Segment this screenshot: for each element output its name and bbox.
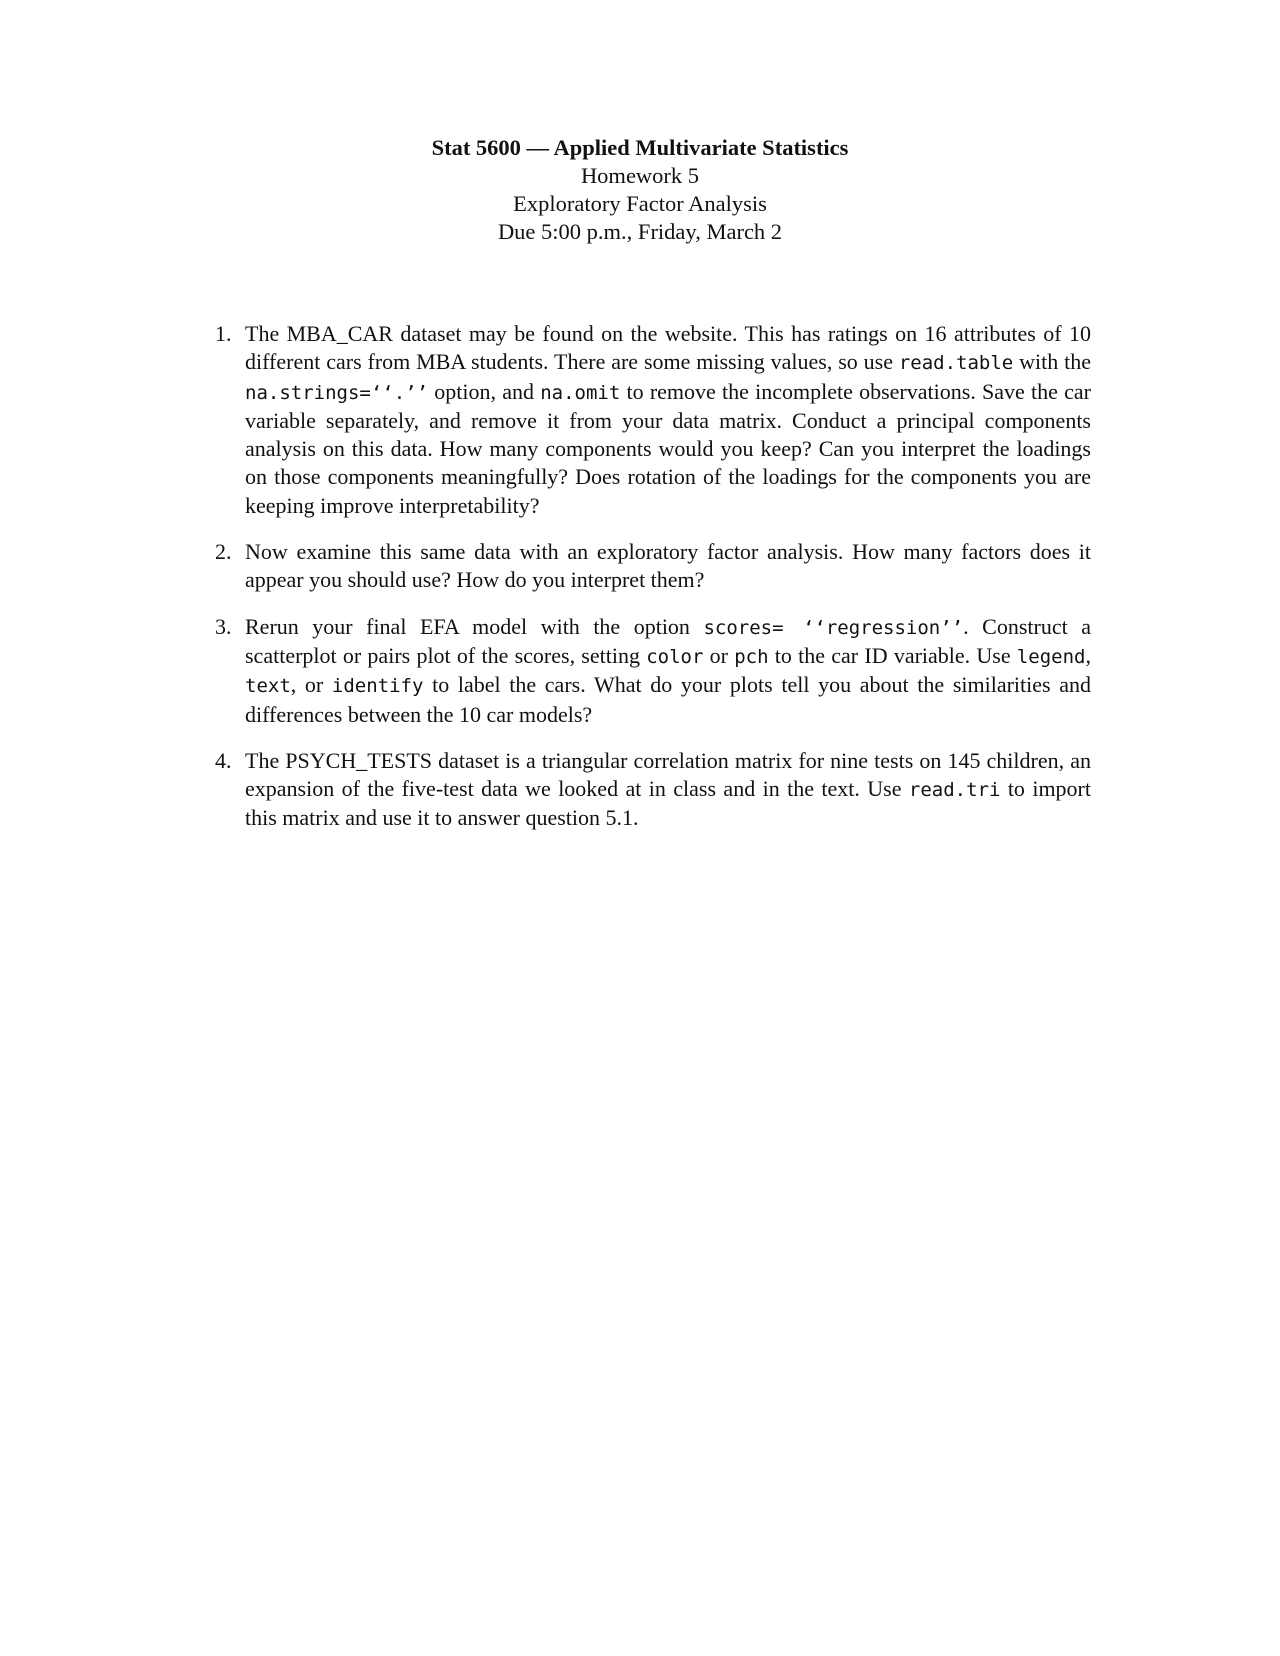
text-segment: . Construct a scatterplot or pairs plot of the scores, setting bbox=[245, 613, 1091, 668]
text-segment: to remove the incomplete observations. Save the car variable separately, and remove it from your data matrix. Conduct a principal components analysis on this data. How many components would you keep? Can you interpret the loadings on those components meaningfully? Does rotation of the loadings for the components you are keeping improve interpretability? bbox=[245, 378, 1091, 518]
code-legend: legend bbox=[1016, 645, 1086, 668]
text-segment: to label the cars. What do your plots tell you about the similarities and differences between the 10 car models? bbox=[245, 672, 1091, 727]
question-4 bbox=[215, 747, 1091, 833]
text-segment: or bbox=[703, 642, 735, 668]
question-number: 3. bbox=[215, 613, 232, 639]
text-segment: to import this matrix and use it to answer question 5.1. bbox=[245, 776, 1092, 831]
question-2 bbox=[215, 538, 1091, 595]
code-pch: pch bbox=[734, 645, 769, 668]
question-3 bbox=[215, 613, 1091, 729]
text-segment: option, and bbox=[428, 378, 541, 404]
code-identify: identify bbox=[331, 675, 424, 698]
text-segment: Now examine this same data with an exploratory factor analysis. How many factors does it appear you should use? How do you interpret them? bbox=[245, 539, 1091, 593]
homework-topic: Exploratory Factor Analysis bbox=[513, 191, 767, 216]
homework-label: Homework 5 bbox=[580, 163, 700, 188]
code-read-tri: read.tri bbox=[908, 779, 1001, 802]
code-na-strings: na.strings=‘‘.’’ bbox=[245, 381, 429, 404]
question-1 bbox=[215, 320, 1091, 520]
code-color: color bbox=[646, 645, 704, 668]
text-segment: with the bbox=[1013, 349, 1092, 375]
question-text bbox=[245, 320, 1091, 520]
question-number: 1. bbox=[215, 321, 232, 346]
question-number: 2. bbox=[215, 539, 232, 565]
question-text bbox=[245, 538, 1091, 595]
text-segment: The PSYCH_TESTS dataset is a triangular correlation matrix for nine tests on 145 children, an expansion of the five-test data we looked at in class and in the text. Use bbox=[245, 747, 1091, 802]
text-segment: , bbox=[1085, 642, 1091, 668]
code-scores-regression: scores= ‘‘regression’’ bbox=[703, 616, 964, 639]
document-header bbox=[0, 134, 1280, 246]
question-text bbox=[245, 613, 1091, 729]
question-number: 4. bbox=[215, 747, 232, 773]
due-date: Due 5:00 p.m., Friday, March 2 bbox=[497, 219, 783, 244]
text-segment: The MBA_CAR dataset may be found on the website. This has ratings on 16 attributes of 10 different cars from MBA students. There are some missing values, so use bbox=[245, 321, 1091, 375]
question-list bbox=[215, 320, 1091, 851]
code-read-table: read.table bbox=[898, 352, 1014, 375]
text-segment: , or bbox=[290, 672, 332, 698]
course-title: Stat 5600 — Applied Multivariate Statistics bbox=[431, 135, 849, 160]
code-na-omit: na.omit bbox=[540, 381, 621, 404]
question-text bbox=[245, 747, 1091, 833]
text-segment: to the car ID variable. Use bbox=[768, 642, 1017, 668]
code-text: text bbox=[245, 675, 291, 698]
text-segment: Rerun your final EFA model with the option bbox=[245, 613, 704, 639]
